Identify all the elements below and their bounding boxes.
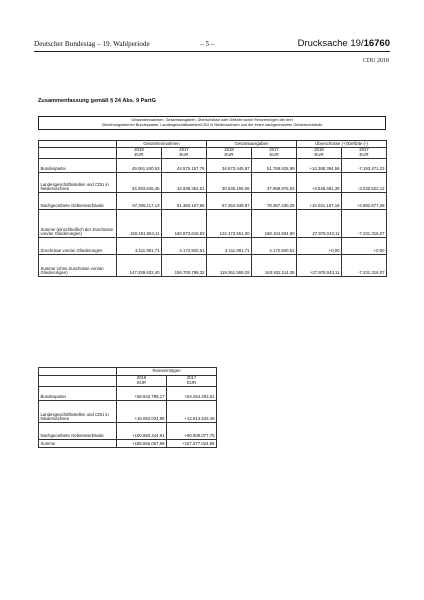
group-header: Gesamteinnahmen — [117, 141, 207, 148]
table-row — [39, 423, 217, 440]
table-cell: 78.367.430,29 — [252, 193, 297, 210]
summary-table — [38, 140, 387, 277]
table-group-header — [39, 368, 217, 376]
table-cell: +0,00 — [297, 238, 342, 255]
header-rule — [34, 51, 390, 52]
table-cell: +185.555.067,96 — [117, 440, 167, 448]
year: 2017 — [186, 375, 197, 381]
corner-cell — [39, 141, 117, 148]
row-label: Bundespartei — [39, 159, 117, 173]
table-cell: 49.061.840,53 — [117, 159, 162, 173]
table-year-header — [39, 376, 217, 387]
table-cell: 34.673.445,97 — [207, 159, 252, 173]
row-label: Bundespartei — [39, 387, 117, 401]
table-cell: 3.111.991,71 — [117, 238, 162, 255]
group-header: Überschüsse (+)/Defizite (-) — [297, 141, 387, 148]
table-cell: +27.978.043,11 — [297, 255, 342, 277]
table-cell: +0,00 — [342, 238, 387, 255]
table-cell: 4.172.820,51 — [162, 238, 207, 255]
table-cell: 4.172.820,51 — [252, 238, 297, 255]
year-cell — [342, 148, 387, 159]
table-cell: 67.306.117,13 — [117, 193, 162, 210]
table-row — [39, 387, 217, 401]
unit: EUR — [269, 152, 279, 157]
table-cell: +90.809.077,75 — [167, 423, 217, 440]
year-cell — [252, 148, 297, 159]
table-cell: 27.978.043,11 — [297, 210, 342, 238]
document-number — [298, 38, 390, 49]
table-cell: 163.932.114,39 — [252, 255, 297, 277]
table-cell: -7.231.316,07 — [342, 210, 387, 238]
year-cell — [297, 148, 342, 159]
row-label: Zuschüsse von/an Gliederungen — [39, 238, 117, 255]
row-label: Nachgeordnete Gebietsverbände — [39, 193, 117, 210]
table-cell: +100.850.244,91 — [117, 423, 167, 440]
year-cell — [117, 376, 167, 387]
doc-prefix: Drucksache 19/ — [297, 38, 364, 49]
table-cell: 3.111.991,71 — [207, 238, 252, 255]
table-cell: 34.083.636,45 — [117, 173, 162, 193]
table-cell: 37.968.875,63 — [252, 173, 297, 193]
table-cell: 81.360.107,56 — [162, 193, 207, 210]
table-row — [39, 401, 217, 423]
table-cell: 156.700.798,32 — [162, 255, 207, 277]
table-cell: 44.575.157,76 — [162, 159, 207, 173]
row-label: Nachgeordnete Gebietsverbände — [39, 423, 117, 440]
description-line-2: Gliederungsebenen Bundespartei, Landesgeschäftsstellen/CDU in Niedersachsen und der ihnen nachgeordneten Gebietsverbände — [101, 123, 323, 127]
table-cell: +16.062.024,88 — [117, 401, 167, 423]
corner-cell — [39, 148, 117, 159]
unit: EUR — [134, 152, 144, 157]
table-cell: 51.768.628,99 — [252, 159, 297, 173]
row-label: Summe (ohne Zuschüsse von/an Gliederungen) — [39, 255, 117, 277]
party-year: CDU 2018 — [362, 58, 389, 64]
table-cell: 57.264.949,97 — [207, 193, 252, 210]
unit: EUR — [186, 380, 197, 385]
year-cell — [162, 148, 207, 159]
year-cell — [167, 376, 217, 387]
table-row — [39, 193, 387, 210]
table-cell: +3.548.481,39 — [297, 173, 342, 193]
table-row — [39, 238, 387, 255]
row-label: Landesgeschäftsstellen und CDU in Niedersachsen — [39, 401, 117, 423]
table-row — [39, 210, 387, 238]
table-cell: -3.030.522,12 — [342, 173, 387, 193]
table-group-header — [39, 141, 387, 148]
table-cell: 122.473.551,00 — [207, 210, 252, 238]
year: 2018 — [224, 147, 234, 153]
corner-cell — [39, 376, 117, 387]
table-row — [39, 173, 387, 193]
table-cell: +68.642.798,17 — [117, 387, 167, 401]
year: 2018 — [314, 147, 324, 153]
table-cell: 147.339.602,40 — [117, 255, 162, 277]
year: 2017 — [179, 147, 189, 153]
year-cell — [207, 148, 252, 159]
row-label: Summe (einschließlich der Zuschüsse von/an Gliederungen) — [39, 210, 117, 238]
table-cell: 150.451.594,11 — [117, 210, 162, 238]
group-header: Reinvermögen — [117, 368, 217, 376]
year: 2017 — [269, 147, 279, 153]
table-row — [39, 159, 387, 173]
table-cell: 30.535.155,06 — [207, 173, 252, 193]
table-cell: +54.254.403,61 — [167, 387, 217, 401]
year-cell — [117, 148, 162, 159]
unit: EUR — [359, 152, 369, 157]
header-left: Deutscher Bundestag – 19. Wahlperiode — [34, 40, 150, 48]
doc-number: 16760 — [363, 38, 390, 49]
table-cell: -7.193.471,23 — [342, 159, 387, 173]
year: 2018 — [134, 147, 144, 153]
row-label: Landesgeschäftsstellen und CDU in Niedersachsen — [39, 173, 117, 193]
net-assets-table — [38, 367, 217, 448]
section-title: Zusammenfassung gemäß § 24 Abs. 9 PartG — [38, 98, 156, 104]
table-cell: +14.388.394,56 — [297, 159, 342, 173]
year: 2018 — [136, 375, 147, 381]
table-cell: -7.231.316,07 — [342, 255, 387, 277]
table-cell: 119.361.559,29 — [207, 255, 252, 277]
page-number: – 5 – — [200, 40, 215, 48]
table-cell: +10.041.167,16 — [297, 193, 342, 210]
description-line-1: Gesamteinnahmen, Gesamtausgaben, Überschüsse oder Defizite sowie Reinvermögen der drei — [131, 118, 293, 122]
table-cell: 168.104.934,90 — [252, 210, 297, 238]
table-year-header — [39, 148, 387, 159]
table-cell: 34.938.353,51 — [162, 173, 207, 193]
group-header: Gesamtausgaben — [207, 141, 297, 148]
row-label: Summe — [39, 440, 117, 448]
unit: EUR — [136, 380, 147, 385]
corner-cell — [39, 368, 117, 376]
description-box — [38, 116, 386, 130]
unit: EUR — [314, 152, 324, 157]
table-cell: +12.513.543,49 — [167, 401, 217, 423]
table-row — [39, 255, 387, 277]
table-cell: +2.992.677,28 — [342, 193, 387, 210]
unit: EUR — [179, 152, 189, 157]
table-cell: 160.873.618,83 — [162, 210, 207, 238]
table-row — [39, 440, 217, 448]
unit: EUR — [224, 152, 234, 157]
year: 2017 — [359, 147, 369, 153]
table-cell: +157.577.024,85 — [167, 440, 217, 448]
